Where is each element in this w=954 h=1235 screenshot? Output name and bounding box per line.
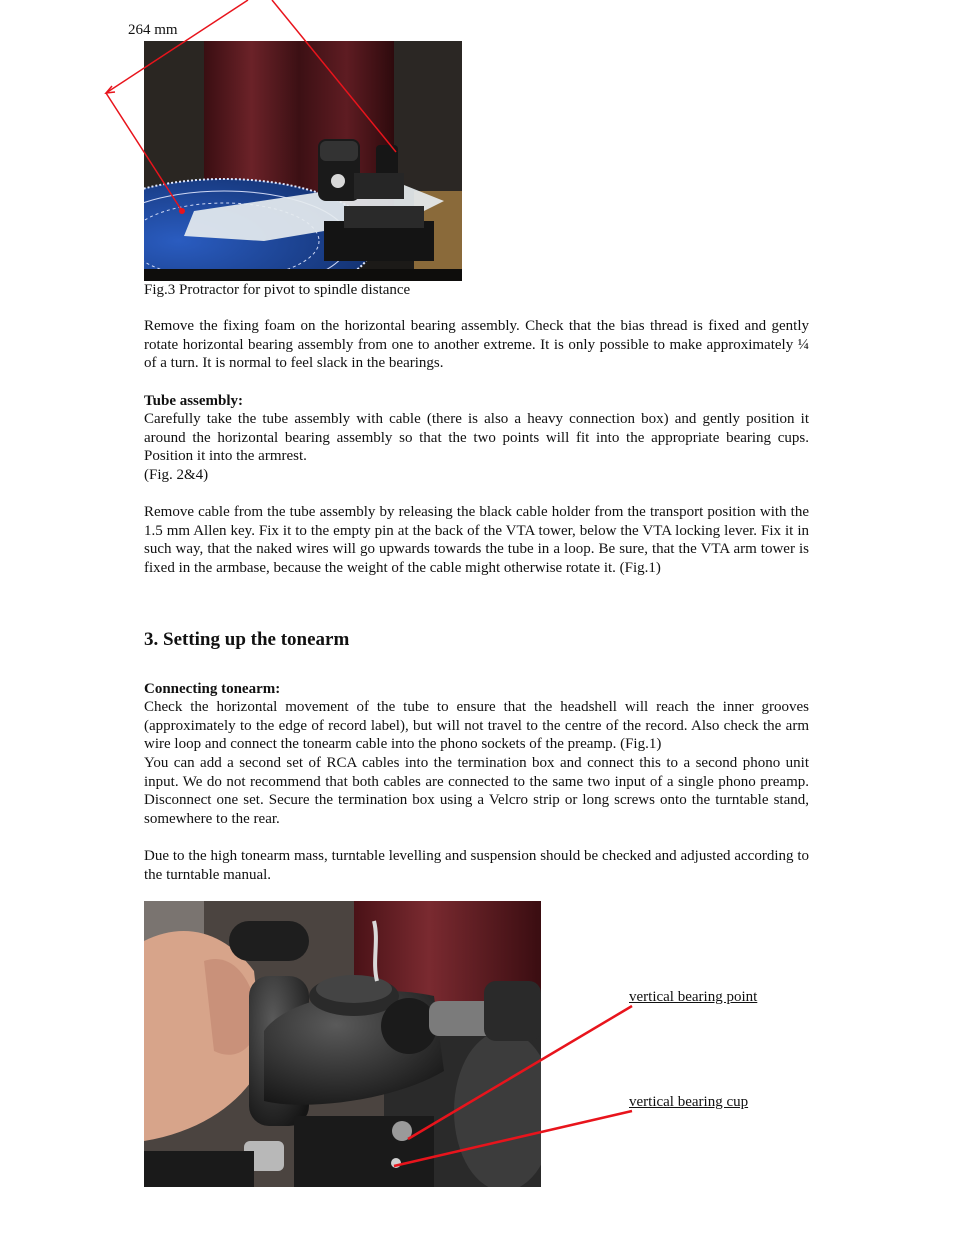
paragraph-foam: Remove the fixing foam on the horizontal bearing assembly. Check that the bias thread is fixed and gently rotate horizontal bearing assembly from one to another extreme. It is only possible to make approximately ¼ of a turn. It is normal to feel slack in the bearings. — [144, 318, 809, 371]
fig3-caption: Fig.3 Protractor for pivot to spindle distance — [144, 282, 411, 298]
fig4-illustration — [144, 901, 541, 1187]
label-vertical-bearing-point: vertical bearing point — [629, 989, 758, 1005]
protractor-arrow-head — [106, 86, 115, 93]
fig3-illustration — [144, 41, 462, 281]
measure-label: 264 mm — [128, 22, 178, 38]
section-title: 3. Setting up the tonearm — [144, 629, 350, 650]
tube-ref: (Fig. 2&4) — [144, 467, 209, 483]
label-vertical-bearing-cup: vertical bearing cup — [629, 1094, 749, 1110]
connecting-text-2: You can add a second set of RCA cables into the termination box and connect this to a second phono unit input. We do not recommend that both cables are connected to the same two input of a single phono preamp. Disconnect one set. Secure the termination box using a Velcro strip or long screws onto the turntable stand, somewhere to the rear. — [144, 755, 809, 827]
tube-text: Carefully take the tube assembly with cable (there is also a heavy connection box) and gently position it around the horizontal bearing assembly so that the two points will fit into the appropriate bearing cups. Position it into the armrest. — [144, 411, 809, 464]
tube-heading: Tube assembly: — [144, 393, 244, 409]
fig4-photo — [144, 901, 541, 1187]
paragraph-mass: Due to the high tonearm mass, turntable levelling and suspension should be checked and adjusted according to the turntable manual. — [144, 848, 809, 883]
connecting-heading: Connecting tonearm: — [144, 681, 281, 697]
paragraph-cable: Remove cable from the tube assembly by releasing the black cable holder from the transport position with the 1.5 mm Allen key. Fix it to the empty pin at the back of the VTA tower, below the VTA locking lever. Fix it in such way, that the naked wires will go upwards towards the tube in a loop. Be sure, that the VTA arm tower is fixed in the armbase, because the weight of the cable might otherwise rotate it. (Fig.1) — [144, 504, 809, 576]
fig3-photo — [144, 41, 462, 281]
connecting-text-1: Check the horizontal movement of the tube to ensure that the headshell will reach the inner grooves (approximately to the edge of record label), but will not travel to the centre of the record. Also check the arm wire loop and connect the tonearm cable into the phono sockets of the preamp. (Fig.1) — [144, 699, 809, 752]
